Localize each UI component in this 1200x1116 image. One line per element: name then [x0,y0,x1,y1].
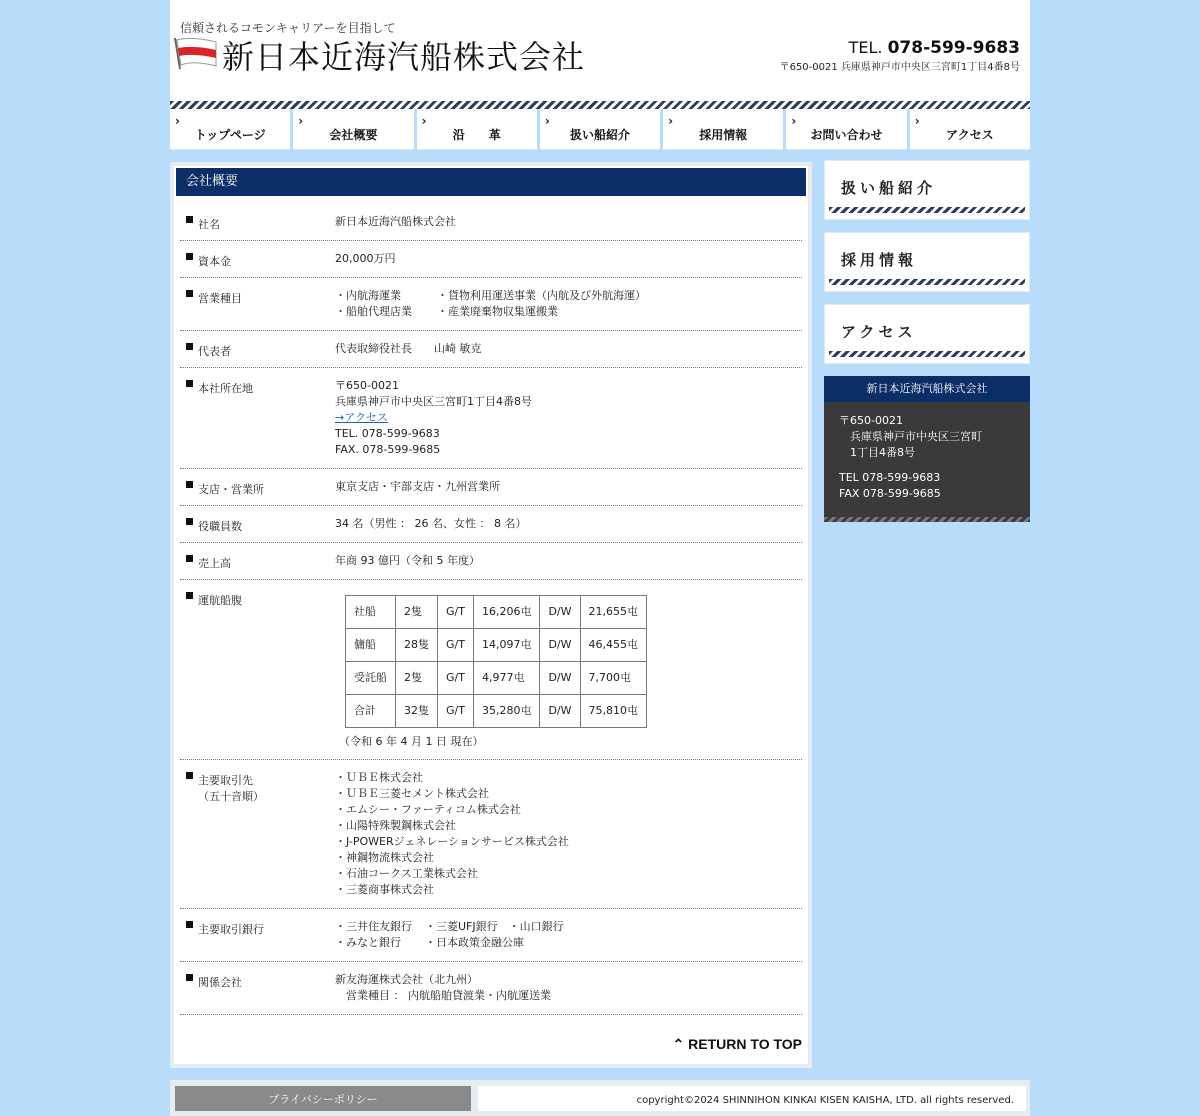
business-item: ・産業廃棄物収集運搬業 [437,305,558,318]
chevron-right-icon: › [668,114,674,128]
tel-number: 078-599-9683 [887,38,1020,58]
stripe-divider [829,207,1025,213]
list-item: ・山陽特殊製鋼株式会社 [335,819,456,832]
row-value: 代表取締役社長 山崎 敏克 [335,342,482,355]
list-item: ・石油コークス工業株式会社 [335,867,478,880]
nav-item-recruit[interactable] [663,109,783,150]
row-value [335,972,551,1004]
sidebar-button-access[interactable] [824,304,1030,364]
bank-item: ・三井住友銀行 [335,920,412,933]
row-capital [180,241,802,278]
sidebar-button-recruit[interactable] [824,232,1030,292]
sidebar-button-label: 扱い船紹介 [841,179,937,197]
company-logo-text[interactable]: 新日本近海汽船株式会社 [222,38,586,76]
row-value [335,288,646,320]
table-cell: 合計 [346,695,396,728]
stripe-divider [829,351,1025,357]
site-header [170,0,1030,104]
table-cell: 14,097屯 [473,629,540,662]
table-cell: 32隻 [396,695,438,728]
table-cell: 75,810屯 [580,695,647,728]
list-item: ・ＵＢＥ株式会社 [335,771,423,784]
affiliate-business: 営業種目 ： 内航船舶貸渡業・内航運送業 [335,989,551,1002]
company-overview-panel [174,166,808,1064]
table-cell: D/W [540,662,580,695]
row-staff [180,506,802,543]
nav-item-access[interactable] [910,109,1030,150]
table-cell: 2隻 [396,596,438,629]
nav-item-label: 会社概要 [329,128,378,142]
row-key: 関係会社 [186,974,242,990]
sidebar-address-line: 1丁目4番8号 [850,446,915,459]
table-cell: 7,700屯 [580,662,647,695]
list-item: ・三菱商事株式会社 [335,883,434,896]
row-value: 新日本近海汽船株式会社 [335,215,456,228]
table-cell: 受託船 [346,662,396,695]
copyright-box [478,1086,1026,1111]
nav-item-company[interactable] [293,109,413,150]
business-item: ・貨物利用運送事業（内航及び外航海運） [437,289,646,302]
company-flag-icon [172,36,218,70]
row-value: 20,000万円 [335,252,396,265]
stripe-divider [829,279,1025,285]
bank-item: ・みなと銀行 [335,936,401,949]
row-business [180,278,802,331]
row-headquarters [180,368,802,469]
sidebar-company-info [824,376,1030,522]
table-cell: D/W [540,695,580,728]
row-branches [180,469,802,506]
copyright-text: copyright©2024 SHINNIHON KINKAI KISEN KAISHA, LTD. all rights reserved. [636,1095,1014,1106]
table-cell: D/W [540,629,580,662]
hq-tel: TEL. 078-599-9683 [335,427,440,440]
nav-item-history[interactable] [417,109,537,150]
chevron-right-icon: › [175,114,180,128]
bank-item: ・三菱UFJ銀行 ・山口銀行 [425,920,564,933]
privacy-policy-link[interactable]: プライバシーポリシー [175,1086,471,1111]
bank-item: ・日本政策金融公庫 [425,936,524,949]
affiliate-name: 新友海運株式会社（北九州） [335,973,478,986]
table-cell: G/T [438,629,474,662]
row-representative [180,331,802,368]
row-key: 本社所在地 [186,380,253,396]
row-key: 主要取引銀行 [186,921,264,937]
nav-item-label: 採用情報 [699,128,748,142]
nav-item-label: お問い合わせ [810,128,883,142]
table-cell: G/T [438,695,474,728]
row-clients [180,760,802,909]
table-cell: D/W [540,596,580,629]
sidebar-button-label: 採用情報 [841,251,918,269]
return-to-top-link[interactable] [673,1036,802,1053]
site-footer [170,1080,1030,1116]
list-item: ・神鋼物流株式会社 [335,851,434,864]
hq-address: 兵庫県神戸市中央区三宮町1丁目4番8号 [335,395,532,408]
list-item: ・ＵＢＥ三菱セメント株式会社 [335,787,489,800]
sidebar-company-details [824,402,1030,513]
row-company-name [180,204,802,241]
list-item: ・J-POWERジェネレーションサービス株式会社 [335,835,569,848]
chevron-right-icon: › [421,114,427,128]
caret-up-icon: ⌃ [672,1036,685,1052]
table-cell: 28隻 [396,629,438,662]
table-cell: 21,655屯 [580,596,647,629]
table-cell: 16,206屯 [473,596,540,629]
table-cell: 社船 [346,596,396,629]
nav-item-label: 扱い船紹介 [569,128,630,142]
table-cell: 4,977屯 [473,662,540,695]
site-tagline: 信頼されるコモンキャリアーを目指して [180,21,396,35]
hq-zip: 〒650-0021 [335,379,399,392]
sidebar-fax: FAX 078-599-9685 [839,487,941,500]
company-overview-table [180,204,802,1015]
row-banks [180,909,802,962]
table-cell: G/T [438,596,474,629]
table-row [346,695,647,728]
table-cell: G/T [438,662,474,695]
row-value: 34 名（男性 ： 26 名、女性 ： 8 名） [335,517,527,530]
chevron-right-icon: › [914,114,920,128]
nav-item-ships[interactable] [540,109,660,150]
table-row [346,662,647,695]
row-key: 運航船腹 [186,592,242,608]
row-key: 代表者 [186,343,231,359]
sidebar-button-label: アクセス [841,323,917,341]
sidebar-company-title: 新日本近海汽船株式会社 [824,376,1030,402]
global-nav [170,109,1030,151]
row-value [335,378,532,458]
row-value: 年商 93 億円（令和 5 年度） [335,554,480,567]
header-tel [849,38,1020,58]
sidebar-tel: TEL 078-599-9683 [839,471,941,484]
stripe-divider [824,517,1030,522]
table-cell: 2隻 [396,662,438,695]
business-item: ・内航海運業 [335,289,401,302]
main-content [170,162,812,1068]
row-key: 売上高 [186,555,231,571]
row-key: 支店・営業所 [186,481,264,497]
row-value [335,770,569,898]
nav-item-top[interactable] [170,109,290,150]
fleet-note: （令和 6 年 4 月 1 日 現在） [339,735,484,748]
row-key-note: （五十音順） [198,790,264,803]
row-value [335,595,647,750]
row-value [335,919,564,951]
row-affiliate [180,962,802,1015]
row-key: 主要取引先 [186,772,253,788]
nav-item-label: 沿 革 [452,128,501,142]
sidebar-zip: 〒650-0021 [839,414,903,427]
table-cell: 46,455屯 [580,629,647,662]
table-row [346,596,647,629]
chevron-right-icon: › [791,114,797,128]
sidebar [824,160,1030,522]
access-link[interactable]: →アクセス [335,411,388,424]
tel-label: TEL. [848,38,883,57]
business-item: ・船舶代理店業 [335,305,412,318]
table-row [346,629,647,662]
row-value: 東京支店・宇部支店・九州営業所 [335,480,500,493]
table-cell: 35,280屯 [473,695,540,728]
row-key: 営業種目 [186,290,242,306]
nav-item-label: トップページ [194,128,266,142]
nav-item-contact[interactable] [786,109,906,150]
chevron-right-icon: › [544,114,550,128]
sidebar-button-ships[interactable] [824,160,1030,220]
nav-item-label: アクセス [946,128,994,142]
row-sales [180,543,802,580]
table-cell: 傭船 [346,629,396,662]
list-item: ・エムシー・ファーティコム株式会社 [335,803,521,816]
chevron-right-icon: › [298,114,304,128]
row-fleet [180,580,802,760]
row-key: 役職員数 [186,518,242,534]
header-address: 〒650-0021 兵庫県神戸市中央区三宮町1丁目4番8号 [779,62,1020,73]
fleet-table [345,595,647,728]
hq-fax: FAX. 078-599-9685 [335,443,441,456]
row-key: 資本金 [186,253,231,269]
sidebar-address-line: 兵庫県神戸市中央区三宮町 [850,430,982,443]
row-key: 社名 [186,216,220,232]
page-title: 会社概要 [176,168,806,196]
return-to-top-label: RETURN TO TOP [688,1036,802,1052]
header-stripe-divider [170,101,1030,109]
